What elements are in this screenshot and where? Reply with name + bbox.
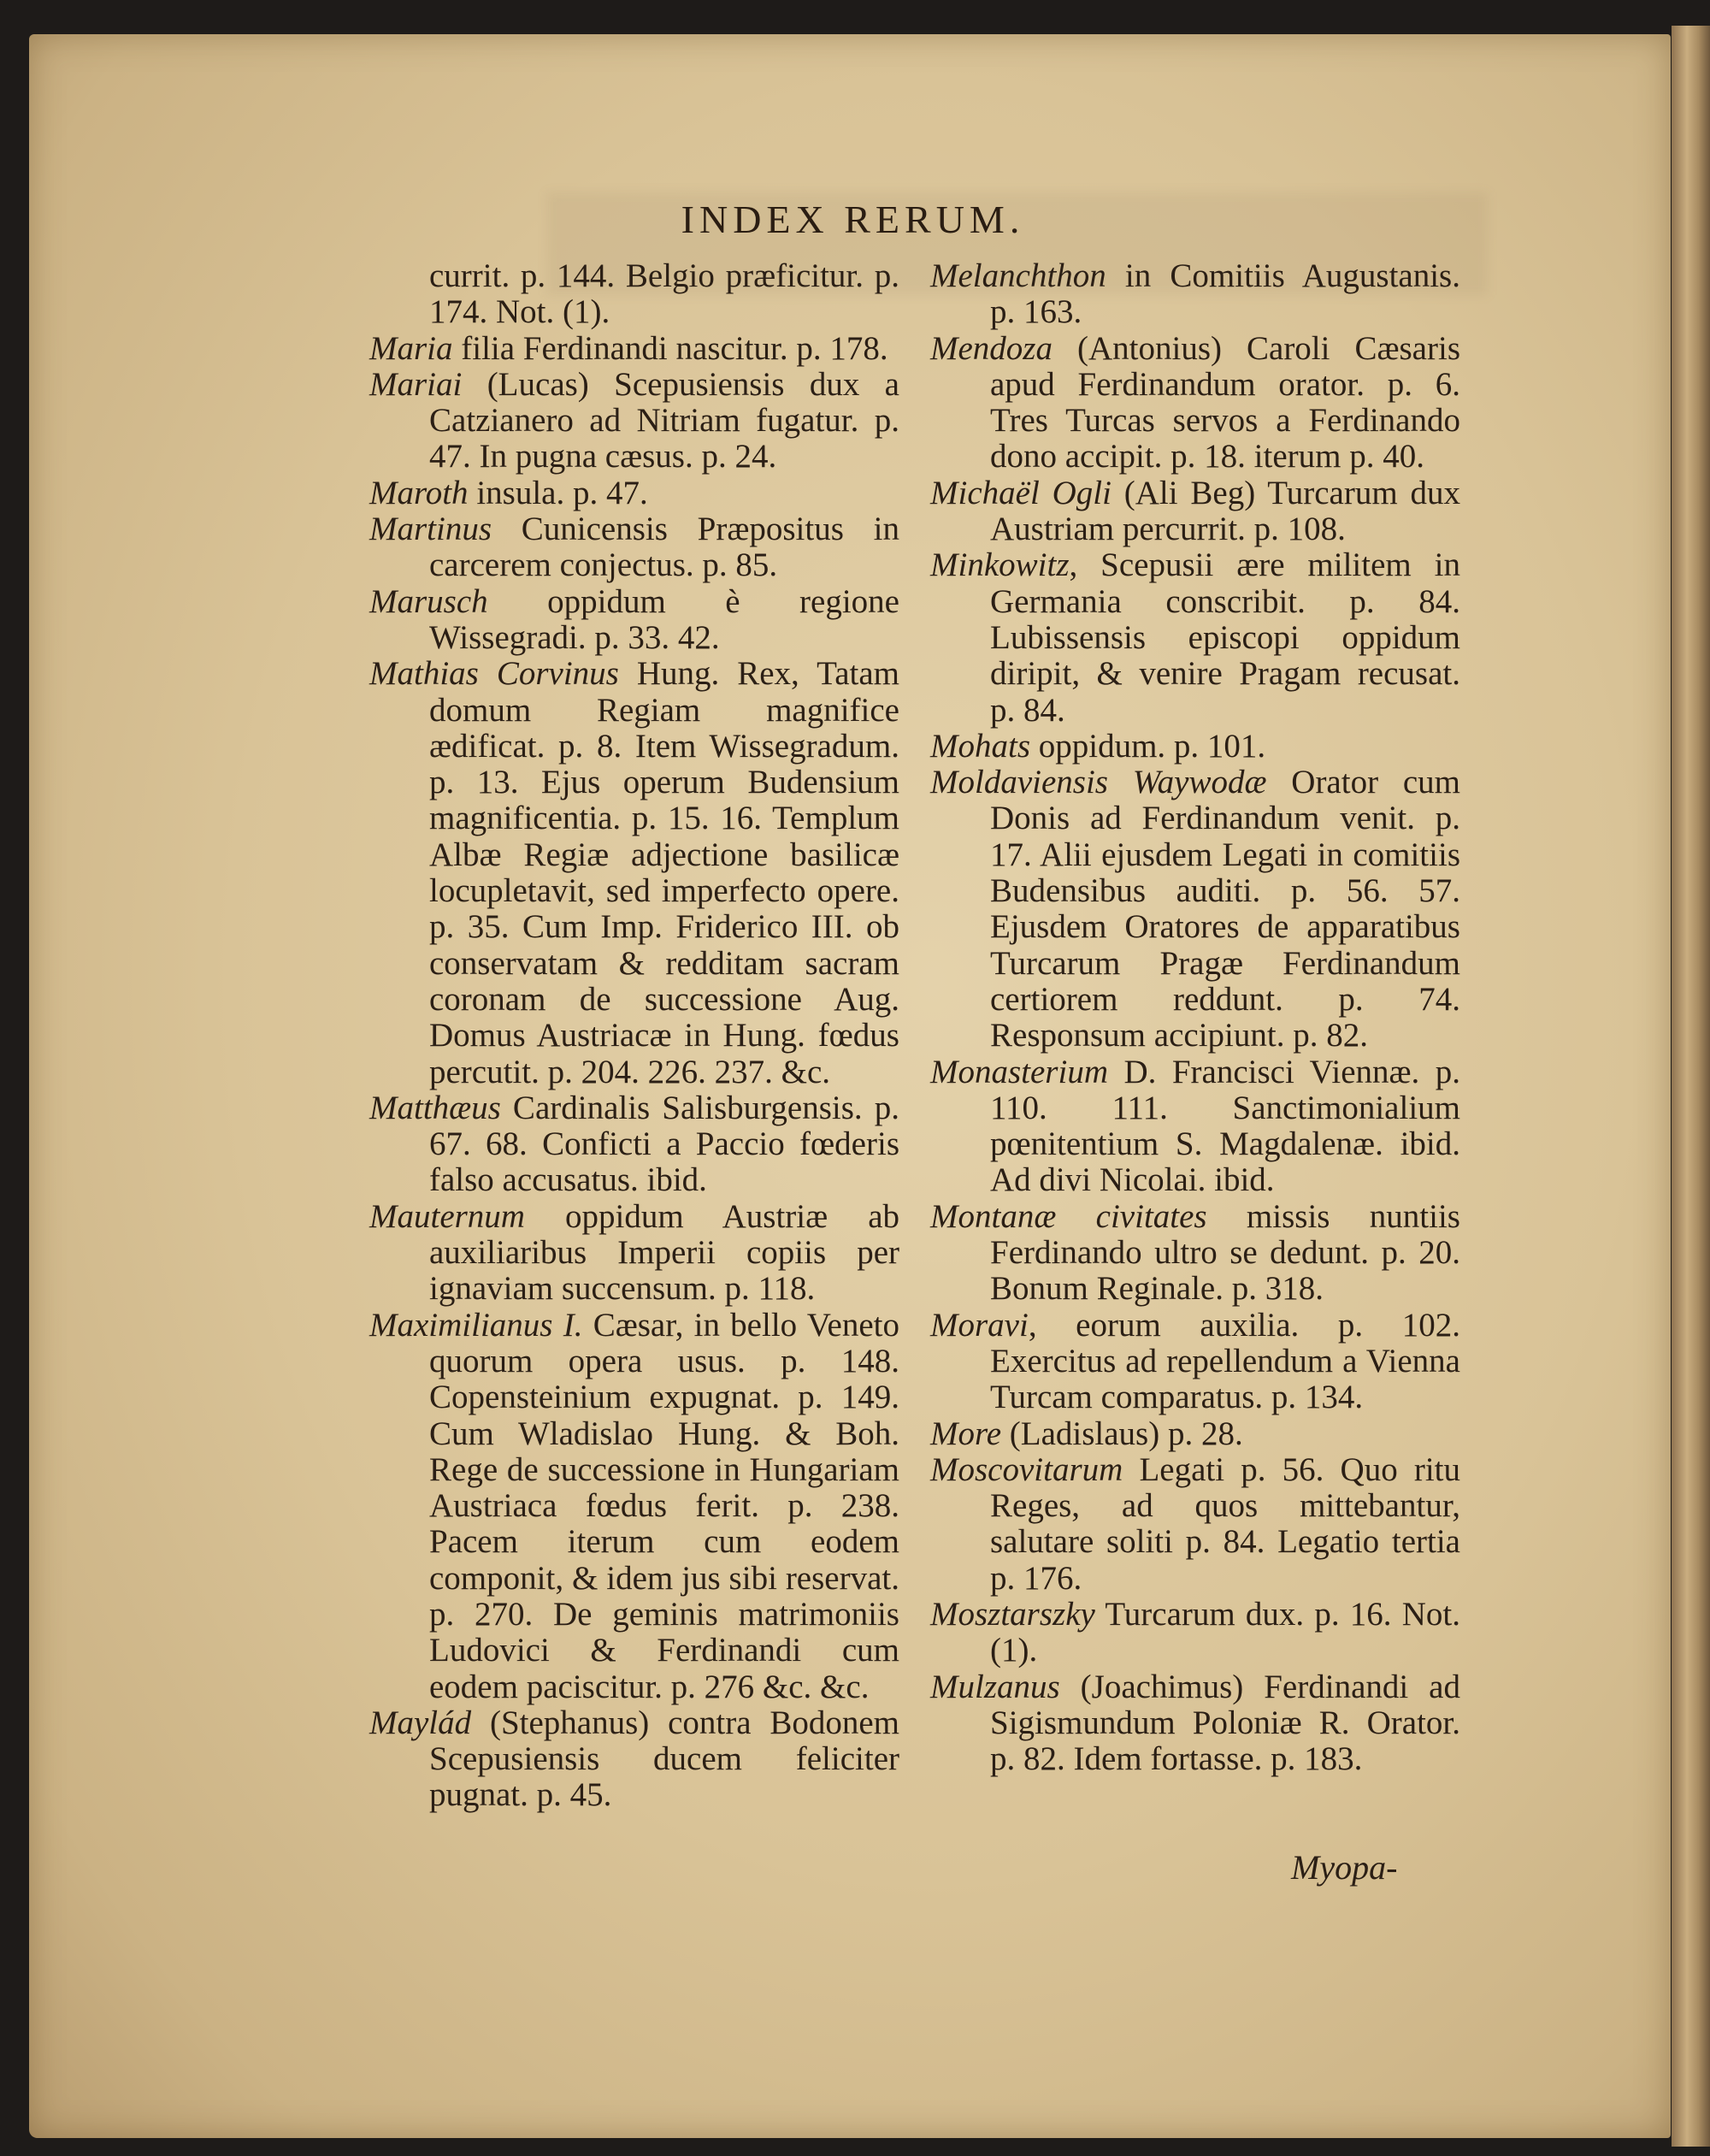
index-entry: Marusch oppidum è regione Wissegradi. p. 33. 42. (369, 582, 899, 656)
index-entry: Maylád (Stephanus) contra Bodonem Scepusiensis ducem feliciter pugnat. p. 45. (369, 1704, 899, 1814)
index-entry: Melanchthon in Comitiis Augustanis. p. 163. (930, 257, 1460, 331)
catchword: Myopa- (1291, 1848, 1398, 1887)
left-index-column (369, 258, 899, 1814)
index-entry: Moscovitarum Legati p. 56. Quo ritu Reges, ad quos mittebantur, salutare soliti p. 84. Legatio tertia p. 176. (930, 1450, 1460, 1597)
index-entry: Moravi, eorum auxilia. p. 102. Exercitus ad repellendum a Vienna Turcam comparatus. p. 134. (930, 1306, 1460, 1416)
index-entry: Mohats oppidum. p. 101. (930, 727, 1266, 765)
page-edge (1672, 26, 1710, 2147)
index-entry: Mosztarszky Turcarum dux. p. 16. Not. (1). (930, 1595, 1460, 1669)
index-entry: Mariai (Lucas) Scepusiensis dux a Catzianero ad Nitriam fugatur. p. 47. In pugna cæsus. p. 24. (369, 365, 899, 476)
index-entry: Maximilianus I. Cæsar, in bello Veneto quorum opera usus. p. 148. Copensteinium expugnat. p. 149. Cum Wladislao Hung. & Boh. Rege de successione in Hungariam Austriaca fœdus ferit. p. 238. Pacem iterum cum eodem componit, & idem jus sibi reservat. p. 270. De geminis matrimoniis Ludovici & Ferdinandi cum eodem paciscitur. p. 276 &c. &c. (369, 1306, 899, 1705)
index-entry: Monasterium D. Francisci Viennæ. p. 110. 111. Sanctimonialium pœnitentium S. Magdalenæ. ibid. Ad divi Nicolai. ibid. (930, 1053, 1460, 1199)
index-entry: Martinus Cunicensis Præpositus in carcerem conjectus. p. 85. (369, 511, 899, 584)
index-entry: Moldaviensis Waywodæ Orator cum Donis ad Ferdinandum venit. p. 17. Alii ejusdem Legati in comitiis Budensibus auditi. p. 56. 57. Ejusdem Oratores de apparatibus Turcarum Pragæ Ferdinandum certiorem reddunt. p. 74. Responsum accipiunt. p. 82. (930, 764, 1460, 1054)
index-entry: currit. p. 144. Belgio præficitur. p. 174. Not. (1). (429, 257, 899, 331)
index-entry: Mauternum oppidum Austriæ ab auxiliaribus Imperii copiis per ignaviam succensum. p. 118. (369, 1197, 899, 1308)
index-entry: Mulzanus (Joachimus) Ferdinandi ad Sigismundum Poloniæ R. Orator. p. 82. Idem fortasse. p. 183. (930, 1668, 1460, 1778)
index-entry: Mathias Corvinus Hung. Rex, Tatam domum Regiam magnifice ædificat. p. 8. Item Wissegradum. p. 13. Ejus operum Budensium magnificentia. p. 15. 16. Templum Albæ Regiæ adjectione basilicæ locupletavit, sed imperfecto opere. p. 35. Cum Imp. Friderico III. ob conservatam & redditam sacram coronam de successione Aug. Domus Austriacæ in Hung. fœdus percutit. p. 204. 226. 237. &c. (369, 655, 899, 1090)
index-entry: Maria filia Ferdinandi nascitur. p. 178. (369, 329, 888, 367)
page-title: INDEX RERUM. (681, 198, 1025, 241)
index-entry: More (Ladislaus) p. 28. (930, 1415, 1243, 1452)
index-entry: Montanæ civitates missis nuntiis Ferdinando ultro se dedunt. p. 20. Bonum Reginale. p. 318. (930, 1197, 1460, 1308)
index-entry: Michaël Ogli (Ali Beg) Turcarum dux Austriam percurrit. p. 108. (930, 474, 1460, 548)
index-entry: Matthæus Cardinalis Salisburgensis. p. 67. 68. Confictі a Paccio fœderis falso accusatus. ibid. (369, 1089, 899, 1199)
index-entry: Maroth insula. p. 47. (369, 474, 648, 511)
right-index-column (930, 258, 1460, 1777)
running-header (0, 197, 1706, 242)
index-entry: Minkowitz, Scepusii ære militem in Germania conscribit. p. 84. Lubissensis episcopi oppidum diripit, & venire Pragam recusat. p. 84. (930, 546, 1460, 729)
index-entry: Mendoza (Antonius) Caroli Cæsaris apud Ferdinandum orator. p. 6. Tres Turcas servos a Ferdinando dono accipit. p. 18. iterum p. 40. (930, 329, 1460, 476)
